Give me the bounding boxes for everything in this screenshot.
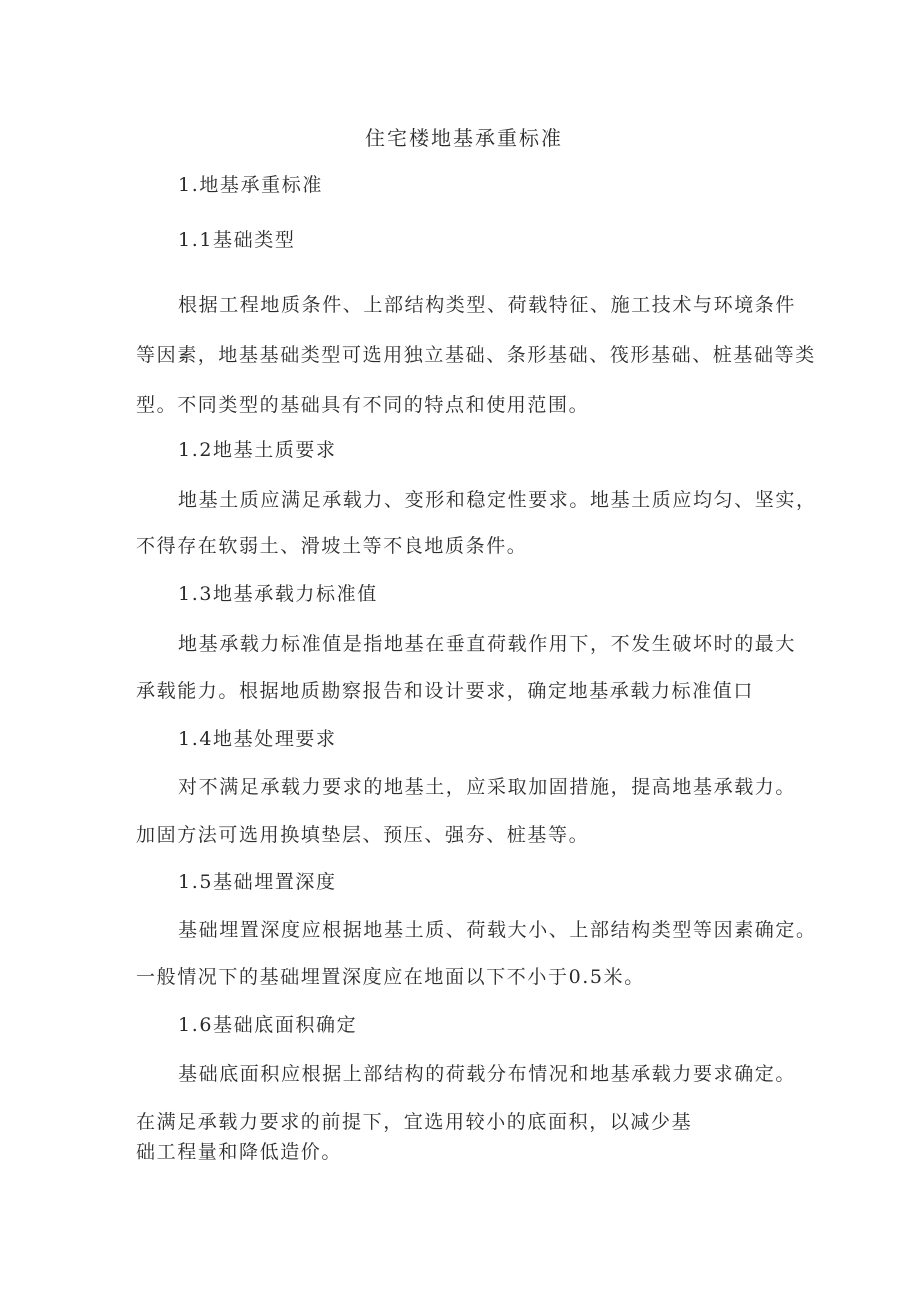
paragraph-line: 等因素，地基基础类型可选用独立基础、条形基础、筏形基础、桩基础等类: [136, 344, 816, 366]
paragraph-line: 地基承载力标准值是指地基在垂直荷载作用下，不发生破坏时的最大: [178, 633, 797, 655]
paragraph-line: 承载能力。根据地质勘察报告和设计要求，确定地基承载力标准值口: [136, 680, 755, 702]
paragraph-line: 对不满足承载力要求的地基土，应采取加固措施，提高地基承载力。: [178, 776, 797, 798]
paragraph-line: 地基土质应满足承载力、变形和稳定性要求。地基土质应均匀、坚实，: [178, 489, 817, 511]
section-heading: 1.5基础埋置深度: [178, 871, 337, 893]
section-heading: 1.1基础类型: [178, 229, 296, 251]
section-heading: 1.地基承重标准: [178, 174, 323, 196]
paragraph-line: 加固方法可选用换填垫层、预压、强夯、桩基等。: [136, 824, 590, 846]
paragraph-line: 在满足承载力要求的前提下，宜选用较小的底面积，以减少基: [136, 1111, 693, 1133]
paragraph-line: 础工程量和降低造价。: [136, 1141, 343, 1163]
section-heading: 1.3地基承载力标准值: [178, 583, 378, 605]
paragraph-line: 基础埋置深度应根据地基土质、荷载大小、上部结构类型等因素确定。: [178, 919, 817, 941]
paragraph-line: 基础底面积应根据上部结构的荷载分布情况和地基承载力要求确定。: [178, 1063, 797, 1085]
document-title: 住宅楼地基承重标准: [365, 126, 563, 150]
paragraph-line: 一般情况下的基础埋置深度应在地面以下不小于0.5米。: [136, 966, 645, 988]
paragraph-line: 型。不同类型的基础具有不同的特点和使用范围。: [136, 394, 590, 416]
section-heading: 1.6基础底面积确定: [178, 1014, 358, 1036]
paragraph-line: 根据工程地质条件、上部结构类型、荷载特征、施工技术与环境条件: [178, 294, 797, 316]
section-heading: 1.2地基土质要求: [178, 439, 337, 461]
section-heading: 1.4地基处理要求: [178, 728, 337, 750]
paragraph-line: 不得存在软弱土、滑坡土等不良地质条件。: [136, 535, 528, 557]
